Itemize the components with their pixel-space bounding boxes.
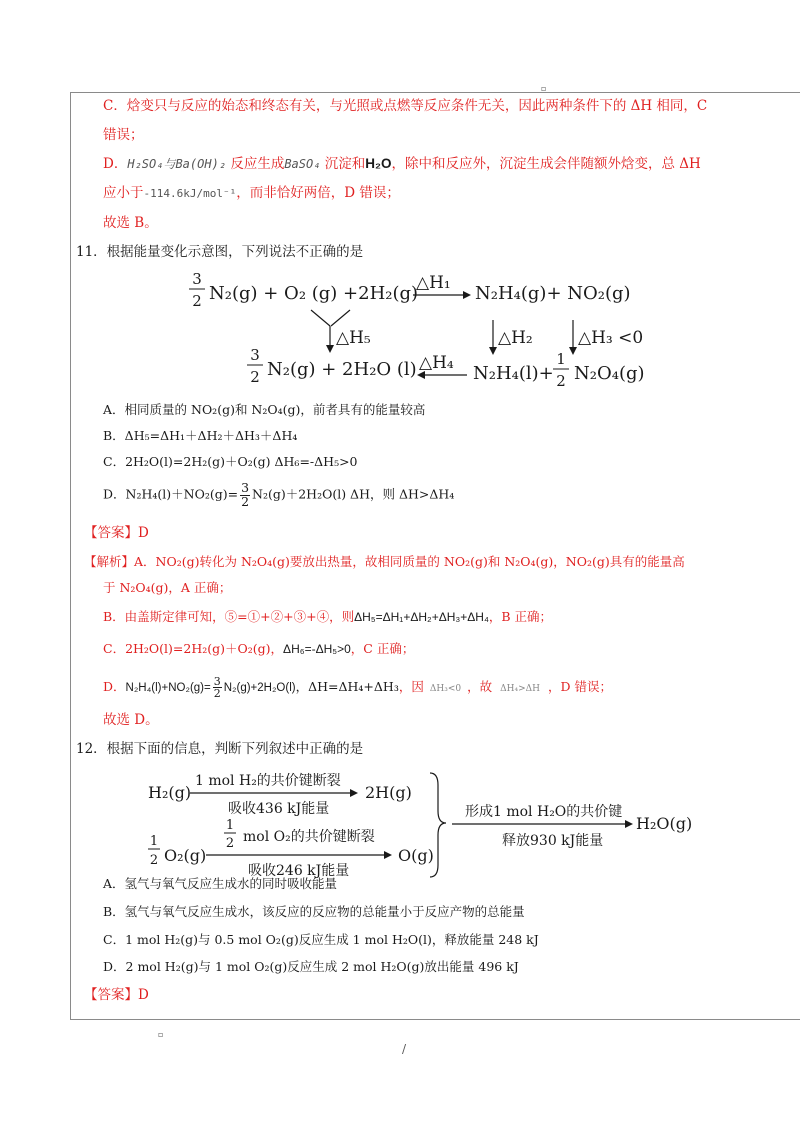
q11-bottom-left-frac-d: 2 xyxy=(250,368,260,386)
q11-analysis-d-small2: ΔH₄>ΔH xyxy=(500,684,540,694)
q11-top-left-frac-d: 2 xyxy=(192,292,202,310)
q12-water-product: H₂O(g) xyxy=(636,814,693,833)
q11-bottom-right-species-a: N₂H₄(l)+ xyxy=(473,363,554,384)
q11-option-d-frac-n: 3 xyxy=(241,480,250,495)
q11-option-d-text2: N₂(g)＋2H₂O(l) ΔH，则 ΔH>ΔH₄ xyxy=(252,486,455,502)
q12-form-bond-label: 形成1 mol H₂O的共价键 xyxy=(465,804,623,820)
q11-dh5-branch-left xyxy=(311,310,330,326)
q11-conclusion: 故选 D。 xyxy=(103,712,159,728)
q11-analysis-b-text2: ，B 正确； xyxy=(488,609,553,624)
q12-h2-arrowhead xyxy=(350,789,358,797)
q12-h2-product: 2H(g) xyxy=(365,783,412,802)
q11-analysis-line2: 于 N₂O₄(g)，A 正确； xyxy=(103,580,232,595)
q11-option-a: A．相同质量的 NO₂(g)和 N₂O₄(g)，前者具有的能量较高 xyxy=(103,402,426,417)
q11-stem: 11．根据能量变化示意图，下列说法不正确的是 xyxy=(76,244,364,260)
prev-d2-text1: 应小于 xyxy=(103,185,144,201)
q11-analysis-b xyxy=(103,608,552,626)
q12-o2-frac-n: 1 xyxy=(149,834,159,849)
q11-top-right-species: N₂H₄(g)+ NO₂(g) xyxy=(475,283,631,304)
prev-d2-value: -114.6kJ/mol⁻¹ xyxy=(143,187,237,200)
q11-analysis-d-small1: ΔH₃<0 xyxy=(429,684,462,694)
q11-option-c: C．2H₂O(l)=2H₂(g)＋O₂(g) ΔH₆=-ΔH₅>0 xyxy=(103,454,358,469)
prev-d-formula1: H₂SO₄与Ba(OH)₂ xyxy=(127,157,227,171)
prev-option-d-line1 xyxy=(103,155,701,173)
q11-dh1-label: △H₁ xyxy=(416,273,451,293)
q11-dh5-branch-right xyxy=(331,310,350,326)
q11-bottom-left-species: N₂(g) + 2H₂O (l) xyxy=(267,359,417,380)
prev-d-text2: 反应生成 xyxy=(226,156,285,172)
q12-option-a: A．氢气与氧气反应生成水的同时吸收能量 xyxy=(103,876,338,891)
q11-analysis-d-frac-d: 2 xyxy=(213,687,221,700)
q11-dh3-arrowhead xyxy=(569,347,577,355)
q11-analysis-d-label: D． xyxy=(103,679,126,694)
q11-option-d xyxy=(103,482,454,508)
q11-dh4-label: △H₄ xyxy=(419,353,454,373)
q11-option-d-text1: D．N₂H₄(l)＋NO₂(g)= xyxy=(103,486,239,502)
q12-o2-absorb-label: 吸收246 kJ能量 xyxy=(248,863,350,879)
prev-option-c-line2: 错误； xyxy=(103,127,144,143)
q11-analysis-d-formula-a: N₂H₄(l)+NO₂(g)= xyxy=(125,682,211,694)
q11-dh2-arrowhead xyxy=(489,347,497,355)
q11-bottom-left-frac-n: 3 xyxy=(250,346,260,364)
q11-analysis-d-text2: ，ΔH=ΔH₄+ΔH₃ xyxy=(295,679,399,694)
q11-analysis-c-text2: ，C 正确； xyxy=(350,641,415,656)
q11-analysis-b-text1: B．由盖斯定律可知，⑤=①+②+③+④，则 xyxy=(103,609,355,624)
q12-o2-break-label: mol O₂的共价键断裂 xyxy=(243,829,375,845)
q12-o2-top-frac-d: 2 xyxy=(225,836,235,851)
q11-analysis-d-text4: ，故 xyxy=(467,679,493,694)
q11-analysis-d xyxy=(103,676,612,699)
q11-dh5-label: △H₅ xyxy=(336,328,371,348)
q12-h2-break-label: 1 mol H₂的共价键断裂 xyxy=(195,773,341,789)
q12-o2-frac-d: 2 xyxy=(149,853,159,868)
prev-option-d-line2 xyxy=(103,184,400,203)
q12-o2-top-frac-n: 1 xyxy=(225,818,235,833)
q12-option-d: D．2 mol H₂(g)与 1 mol O₂(g)反应生成 2 mol H₂O(g)放出能量 496 kJ xyxy=(103,959,519,974)
q12-o2-species: O₂(g) xyxy=(164,846,207,865)
q11-analysis-c-formula: ΔH₆=-ΔH₅>0 xyxy=(283,642,351,656)
q11-analysis-b-formula: ΔH₅=ΔH₁+ΔH₂+ΔH₃+ΔH₄ xyxy=(354,610,489,624)
q11-analysis-line1: 【解析】A．NO₂(g)转化为 N₂O₄(g)要放出热量，故相同质量的 NO₂(g)和 N₂O₄(g)，NO₂(g)具有的能量高 xyxy=(84,554,685,569)
q12-answer: 【答案】D xyxy=(84,987,149,1003)
q12-h2-absorb-label: 吸收436 kJ能量 xyxy=(228,801,330,817)
q11-analysis-d-text5: ，D 错误； xyxy=(547,679,612,694)
prev-option-c-line1: C．焓变只与反应的始态和终态有关，与光照或点燃等反应条件无关，因此两种条件下的 ΔH 相同，C xyxy=(103,98,708,114)
q12-stem: 12．根据下面的信息，判断下列叙述中正确的是 xyxy=(76,741,364,757)
q11-analysis-d-frac-n: 3 xyxy=(213,675,221,688)
q12-release-label: 释放930 kJ能量 xyxy=(502,833,604,849)
page-marker-bottom: ▫ xyxy=(158,1030,164,1039)
q12-o2-product: O(g) xyxy=(398,846,434,865)
q12-o2-arrowhead xyxy=(384,851,392,859)
prev-d-text4: ，除中和反应外，沉淀生成会伴随额外焓变，总 ΔH xyxy=(391,156,701,172)
q11-bottom-right-frac-d: 2 xyxy=(556,372,566,390)
prev-d-formula2: BaSO₄ xyxy=(284,157,321,171)
q11-analysis-c-text1: C．2H₂O(l)=2H₂(g)＋O₂(g)， xyxy=(103,641,284,656)
q11-top-left-frac-n: 3 xyxy=(192,270,202,288)
q11-option-b: B．ΔH₅=ΔH₁＋ΔH₂＋ΔH₃＋ΔH₄ xyxy=(103,428,298,443)
q11-bottom-right-frac-n: 1 xyxy=(556,350,566,368)
q11-dh5-arrowhead xyxy=(326,345,334,353)
q12-option-c: C．1 mol H₂(g)与 0.5 mol O₂(g)反应生成 1 mol H₂O(l)，释放能量 248 kJ xyxy=(103,932,539,947)
q12-h2-species: H₂(g) xyxy=(148,783,192,802)
prev-conclusion: 故选 B。 xyxy=(103,215,158,231)
q11-dh3-label: △H₃ <0 xyxy=(578,328,644,348)
q11-analysis-d-fraction xyxy=(213,676,222,699)
q11-dh1-arrowhead xyxy=(463,291,471,299)
prev-d-text3: 沉淀和 xyxy=(320,156,366,172)
prev-d2-text2: ，而非恰好两倍，D 错误； xyxy=(236,185,400,201)
prev-d-label: D． xyxy=(103,156,128,172)
q11-bottom-right-species-b: N₂O₄(g) xyxy=(574,363,645,384)
q11-analysis-d-text3: ，因 xyxy=(398,679,424,694)
q11-option-d-fraction xyxy=(240,482,250,508)
prev-d-formula3: H₂O xyxy=(365,156,392,171)
q11-answer: 【答案】D xyxy=(84,525,149,541)
q12-form-arrowhead xyxy=(625,820,633,828)
q11-energy-diagram xyxy=(185,268,655,393)
q11-option-d-frac-d: 2 xyxy=(241,493,250,509)
q11-analysis-d-formula-b: N₂(g)+2H₂O(l) xyxy=(223,682,296,694)
q11-dh2-label: △H₂ xyxy=(498,328,533,348)
page-footer-slash: / xyxy=(402,1042,407,1056)
q12-bond-energy-diagram xyxy=(140,767,700,883)
q11-analysis-c xyxy=(103,640,414,658)
page-marker-top: ▫ xyxy=(541,84,547,93)
q11-top-left-species: N₂(g) + O₂ (g) +2H₂(g) xyxy=(209,283,419,304)
q12-option-b: B．氢气与氧气反应生成水，该反应的反应物的总能量小于反应产物的总能量 xyxy=(103,904,525,919)
